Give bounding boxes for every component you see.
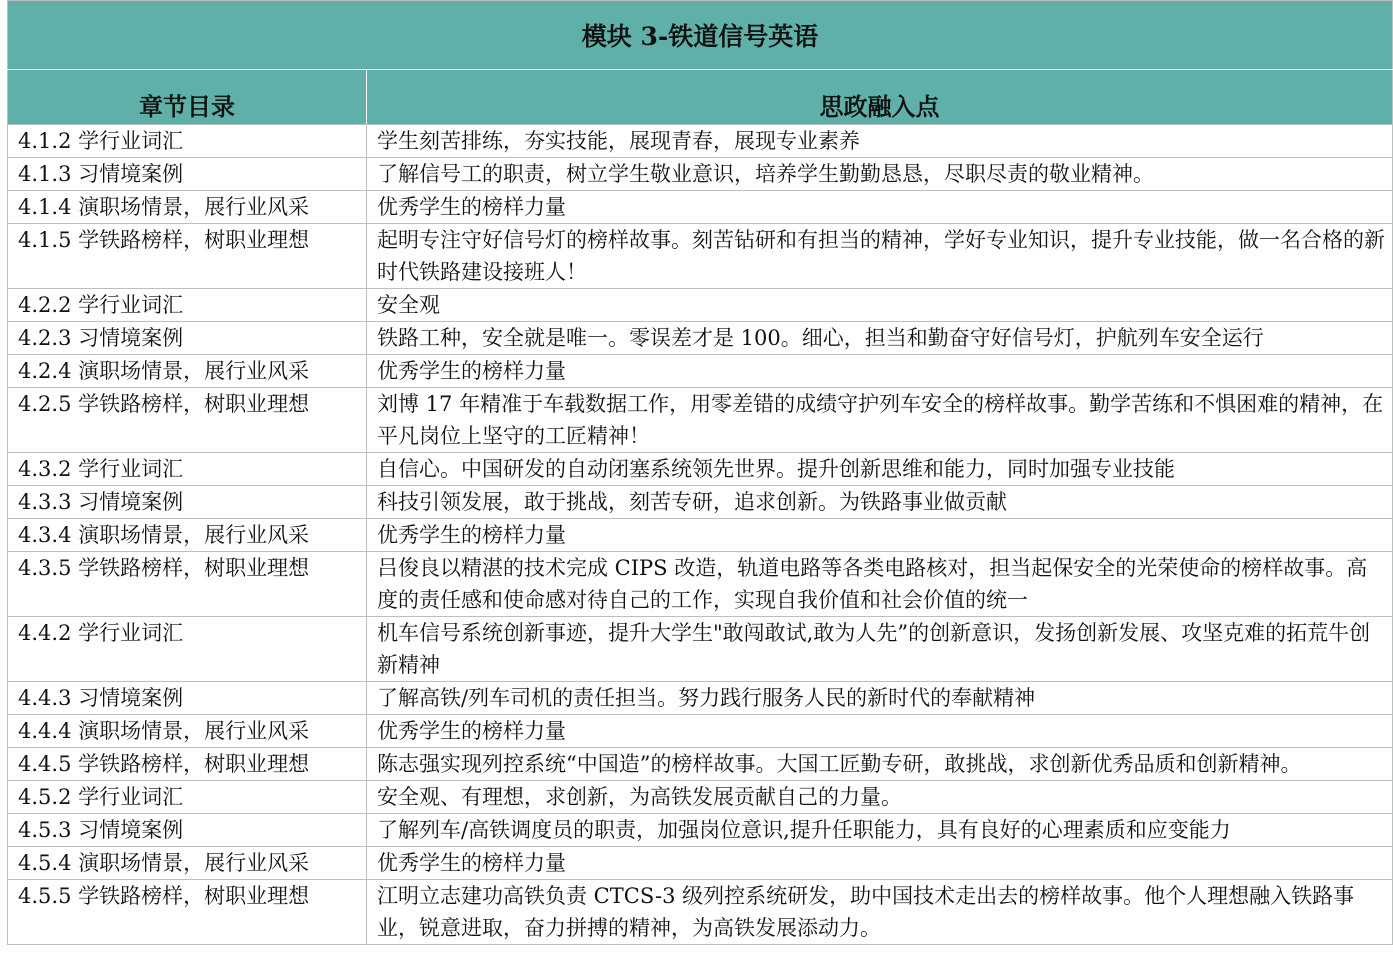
point-cell[interactable]: 科技引领发展，敢于挑战，刻苦专研，追求创新。为铁路事业做贡献 [367,486,1393,519]
sheet-bottom-area [0,953,1393,958]
column-header-section[interactable]: 章节目录 [8,70,367,125]
section-cell[interactable]: 4.5.3 习情境案例 [8,814,367,847]
point-cell[interactable]: 吕俊良以精湛的技术完成 CIPS 改造，轨道电路等各类电路核对，担当起保安全的光荣使命的榜样故事。高度的责任感和使命感对待自己的工作，实现自我价值和社会价值的统一 [367,552,1393,617]
table-row [8,552,1393,617]
table-row [8,486,1393,519]
point-cell[interactable]: 优秀学生的榜样力量 [367,715,1393,748]
point-cell[interactable]: 安全观、有理想，求创新，为高铁发展贡献自己的力量。 [367,781,1393,814]
spreadsheet-table [7,0,1392,945]
point-cell[interactable]: 了解列车/高铁调度员的职责，加强岗位意识,提升任职能力，具有良好的心理素质和应变能力 [367,814,1393,847]
point-cell[interactable]: 江明立志建功高铁负责 CTCS-3 级列控系统研发，助中国技术走出去的榜样故事。他个人理想融入铁路事业，锐意进取，奋力拼搏的精神，为高铁发展添动力。 [367,880,1393,945]
table-row [8,191,1393,224]
section-cell[interactable]: 4.1.5 学铁路榜样，树职业理想 [8,224,367,289]
curriculum-table [7,0,1393,945]
section-cell[interactable]: 4.4.3 习情境案例 [8,682,367,715]
section-cell[interactable]: 4.3.3 习情境案例 [8,486,367,519]
table-row [8,388,1393,453]
section-cell[interactable]: 4.5.5 学铁路榜样，树职业理想 [8,880,367,945]
table-title[interactable]: 模块 3-铁道信号英语 [8,1,1393,70]
table-row [8,322,1393,355]
table-row [8,847,1393,880]
section-cell[interactable]: 4.1.2 学行业词汇 [8,125,367,158]
table-row [8,125,1393,158]
section-cell[interactable]: 4.4.2 学行业词汇 [8,617,367,682]
point-cell[interactable]: 铁路工种，安全就是唯一。零误差才是 100。细心，担当和勤奋守好信号灯，护航列车安全运行 [367,322,1393,355]
column-header-point[interactable]: 思政融入点 [367,70,1393,125]
table-row [8,715,1393,748]
section-cell[interactable]: 4.5.2 学行业词汇 [8,781,367,814]
section-cell[interactable]: 4.4.4 演职场情景，展行业风采 [8,715,367,748]
section-cell[interactable]: 4.2.2 学行业词汇 [8,289,367,322]
table-row [8,519,1393,552]
section-cell[interactable]: 4.2.3 习情境案例 [8,322,367,355]
table-row [8,355,1393,388]
table-row [8,748,1393,781]
section-cell[interactable]: 4.3.5 学铁路榜样，树职业理想 [8,552,367,617]
point-cell[interactable]: 学生刻苦排练，夯实技能，展现青春，展现专业素养 [367,125,1393,158]
table-row [8,224,1393,289]
point-cell[interactable]: 了解信号工的职责，树立学生敬业意识，培养学生勤勤恳恳，尽职尽责的敬业精神。 [367,158,1393,191]
point-cell[interactable]: 优秀学生的榜样力量 [367,191,1393,224]
point-cell[interactable]: 优秀学生的榜样力量 [367,519,1393,552]
table-body [8,125,1393,945]
table-row [8,617,1393,682]
section-cell[interactable]: 4.2.4 演职场情景，展行业风采 [8,355,367,388]
section-cell[interactable]: 4.5.4 演职场情景，展行业风采 [8,847,367,880]
table-row [8,814,1393,847]
section-cell[interactable]: 4.1.4 演职场情景，展行业风采 [8,191,367,224]
table-row [8,453,1393,486]
table-row [8,781,1393,814]
point-cell[interactable]: 安全观 [367,289,1393,322]
point-cell[interactable]: 陈志强实现列控系统“中国造”的榜样故事。大国工匠勤专研，敢挑战，求创新优秀品质和创新精神。 [367,748,1393,781]
section-cell[interactable]: 4.2.5 学铁路榜样，树职业理想 [8,388,367,453]
point-cell[interactable]: 刘博 17 年精准于车载数据工作，用零差错的成绩守护列车安全的榜样故事。勤学苦练和不惧困难的精神，在平凡岗位上坚守的工匠精神！ [367,388,1393,453]
header-row [8,70,1393,125]
section-cell[interactable]: 4.1.3 习情境案例 [8,158,367,191]
table-row [8,158,1393,191]
point-cell[interactable]: 优秀学生的榜样力量 [367,355,1393,388]
section-cell[interactable]: 4.3.4 演职场情景，展行业风采 [8,519,367,552]
section-cell[interactable]: 4.3.2 学行业词汇 [8,453,367,486]
point-cell[interactable]: 优秀学生的榜样力量 [367,847,1393,880]
table-row [8,682,1393,715]
point-cell[interactable]: 自信心。中国研发的自动闭塞系统领先世界。提升创新思维和能力，同时加强专业技能 [367,453,1393,486]
table-row [8,289,1393,322]
section-cell[interactable]: 4.4.5 学铁路榜样，树职业理想 [8,748,367,781]
table-row [8,880,1393,945]
point-cell[interactable]: 了解高铁/列车司机的责任担当。努力践行服务人民的新时代的奉献精神 [367,682,1393,715]
title-row [8,1,1393,70]
point-cell[interactable]: 机车信号系统创新事迹，提升大学生"敢闯敢试,敢为人先”的创新意识，发扬创新发展、攻坚克难的拓荒牛创新精神 [367,617,1393,682]
point-cell[interactable]: 起明专注守好信号灯的榜样故事。刻苦钻研和有担当的精神，学好专业知识，提升专业技能，做一名合格的新时代铁路建设接班人！ [367,224,1393,289]
